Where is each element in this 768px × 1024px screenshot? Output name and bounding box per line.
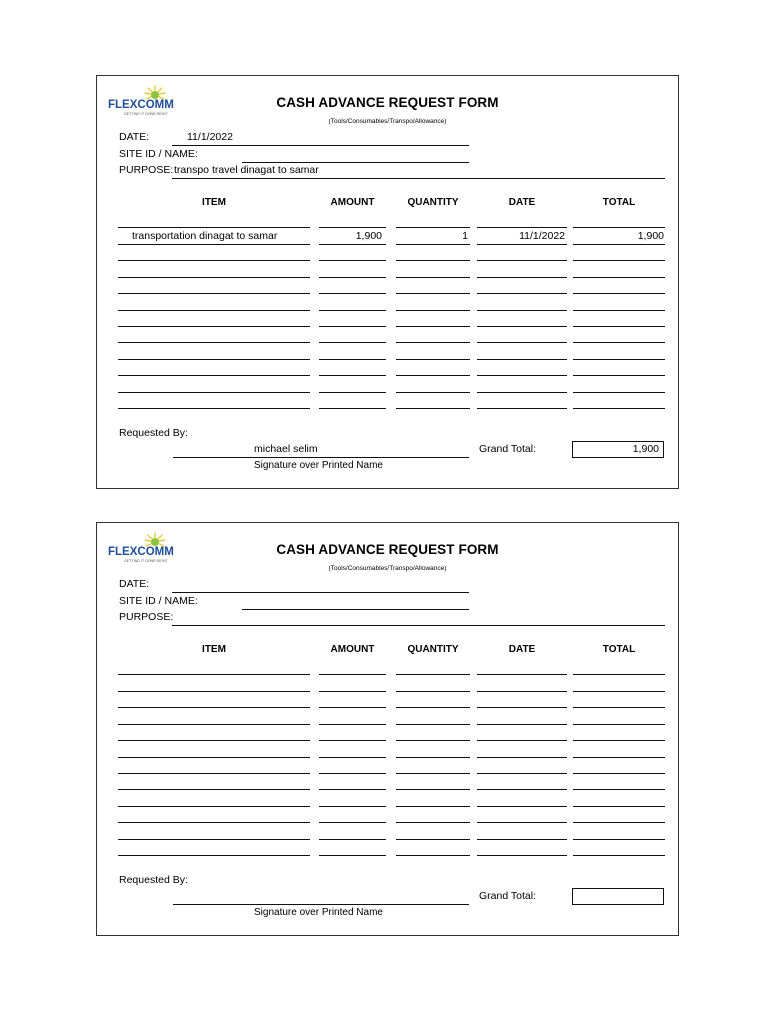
row-line: [118, 757, 310, 758]
row-line: [118, 724, 310, 725]
requested-by-label: Requested By:: [119, 427, 188, 439]
row-line: [573, 359, 665, 360]
row-line: [319, 375, 386, 376]
row-line: [319, 260, 386, 261]
row-line: [118, 822, 310, 823]
row-line: [573, 293, 665, 294]
row-line: [396, 392, 470, 393]
row-line: [477, 375, 567, 376]
requester-name[interactable]: michael selim: [254, 443, 318, 455]
row-line: [396, 375, 470, 376]
form-title: CASH ADVANCE REQUEST FORM: [276, 95, 499, 110]
row-line: [477, 789, 567, 790]
signature-line: [173, 904, 469, 905]
site-underline: [242, 609, 469, 610]
row-line: [118, 806, 310, 807]
row-line: [118, 244, 310, 245]
cash-advance-form-2: [96, 522, 679, 936]
row-line: [319, 707, 386, 708]
row-1-total[interactable]: 1,900: [637, 230, 664, 242]
row-line: [396, 260, 470, 261]
row-line: [118, 691, 310, 692]
row-line: [396, 757, 470, 758]
row-line: [573, 839, 665, 840]
row-line: [573, 757, 665, 758]
row-line: [319, 326, 386, 327]
row-line: [319, 408, 386, 409]
row-line: [396, 789, 470, 790]
row-line: [319, 310, 386, 311]
row-line: [477, 773, 567, 774]
row-line: [118, 293, 310, 294]
row-1-quantity[interactable]: 1: [462, 230, 468, 242]
row-line: [118, 707, 310, 708]
row-line: [118, 855, 310, 856]
row-line: [573, 855, 665, 856]
row-line: [396, 839, 470, 840]
purpose-label: PURPOSE:: [119, 164, 174, 176]
column-header-quantity: QUANTITY: [407, 644, 459, 655]
row-line: [396, 773, 470, 774]
row-line: [396, 342, 470, 343]
row-line: [319, 855, 386, 856]
row-line: [118, 740, 310, 741]
svg-text:FLEXCOMM: FLEXCOMM: [108, 546, 174, 558]
date-value[interactable]: 11/1/2022: [187, 131, 233, 143]
grand-total-box[interactable]: 1,900: [572, 441, 664, 458]
row-line: [477, 342, 567, 343]
row-line: [573, 806, 665, 807]
row-line: [573, 277, 665, 278]
row-line: [477, 740, 567, 741]
column-header-date: DATE: [508, 644, 536, 655]
row-1-item[interactable]: transportation dinagat to samar: [132, 230, 278, 242]
row-line: [573, 310, 665, 311]
row-line: [118, 375, 310, 376]
row-line: [477, 277, 567, 278]
row-line: [477, 359, 567, 360]
row-line: [396, 293, 470, 294]
row-line: [396, 691, 470, 692]
row-line: [319, 740, 386, 741]
svg-text:GETTING IT DONE RIGHT: GETTING IT DONE RIGHT: [124, 559, 168, 563]
row-line: [477, 691, 567, 692]
row-line: [118, 260, 310, 261]
row-line: [118, 773, 310, 774]
row-line: [118, 326, 310, 327]
row-line: [118, 359, 310, 360]
row-line: [396, 310, 470, 311]
row-line: [477, 707, 567, 708]
row-line: [573, 707, 665, 708]
row-line: [396, 277, 470, 278]
row-line: [319, 392, 386, 393]
form-subtitle: (Tools/Consumables/Transpo/Allowance): [328, 565, 447, 572]
row-line: [319, 359, 386, 360]
row-line: [118, 310, 310, 311]
row-line: [319, 244, 386, 245]
row-line: [573, 724, 665, 725]
row-line: [396, 740, 470, 741]
row-line: [396, 724, 470, 725]
row-line: [319, 773, 386, 774]
row-line: [319, 691, 386, 692]
svg-text:GETTING IT DONE RIGHT: GETTING IT DONE RIGHT: [124, 112, 168, 116]
column-header-item: ITEM: [202, 644, 226, 655]
row-1-amount[interactable]: 1,900: [355, 230, 382, 242]
row-line: [477, 674, 567, 675]
purpose-label: PURPOSE:: [119, 611, 174, 623]
row-line: [477, 822, 567, 823]
row-line: [573, 244, 665, 245]
row-line: [118, 789, 310, 790]
row-line: [477, 293, 567, 294]
row-line: [319, 806, 386, 807]
row-line: [118, 408, 310, 409]
row-line: [396, 359, 470, 360]
row-line: [573, 822, 665, 823]
site-underline: [242, 162, 469, 163]
column-header-amount: AMOUNT: [330, 197, 375, 208]
svg-text:FLEXCOMM: FLEXCOMM: [108, 99, 174, 111]
row-line: [573, 691, 665, 692]
row-line: [118, 392, 310, 393]
row-line: [319, 674, 386, 675]
row-line: [319, 724, 386, 725]
row-line: [319, 757, 386, 758]
row-line: [477, 227, 567, 228]
row-line: [319, 277, 386, 278]
date-underline: [172, 592, 469, 593]
row-line: [118, 342, 310, 343]
date-underline: [172, 145, 469, 146]
row-line: [477, 839, 567, 840]
cash-advance-form-1: [96, 75, 679, 489]
row-line: [396, 822, 470, 823]
row-line: [477, 408, 567, 409]
column-header-quantity: QUANTITY: [407, 197, 459, 208]
row-line: [573, 342, 665, 343]
grand-total-label: Grand Total:: [479, 443, 537, 455]
row-line: [319, 342, 386, 343]
date-label: DATE:: [119, 578, 150, 590]
signature-caption: Signature over Printed Name: [254, 460, 383, 471]
row-line: [573, 740, 665, 741]
row-line: [396, 707, 470, 708]
row-line: [477, 310, 567, 311]
row-line: [573, 260, 665, 261]
column-header-date: DATE: [508, 197, 536, 208]
row-line: [118, 277, 310, 278]
row-line: [118, 227, 310, 228]
column-header-total: TOTAL: [602, 644, 636, 655]
row-1-date[interactable]: 11/1/2022: [519, 230, 565, 242]
row-line: [573, 392, 665, 393]
row-line: [319, 789, 386, 790]
row-line: [319, 839, 386, 840]
column-header-total: TOTAL: [602, 197, 636, 208]
form-subtitle: (Tools/Consumables/Transpo/Allowance): [328, 118, 447, 125]
column-header-amount: AMOUNT: [330, 644, 375, 655]
form-title: CASH ADVANCE REQUEST FORM: [276, 542, 499, 557]
row-line: [319, 227, 386, 228]
row-line: [118, 674, 310, 675]
purpose-underline: [172, 625, 665, 626]
row-line: [573, 227, 665, 228]
requested-by-label: Requested By:: [119, 874, 188, 886]
row-line: [319, 822, 386, 823]
purpose-underline: [172, 178, 665, 179]
row-line: [477, 260, 567, 261]
date-label: DATE:: [119, 131, 150, 143]
purpose-value[interactable]: transpo travel dinagat to samar: [174, 164, 319, 176]
row-line: [118, 839, 310, 840]
row-line: [319, 293, 386, 294]
grand-total-box[interactable]: [572, 888, 664, 905]
row-line: [477, 244, 567, 245]
signature-line: [173, 457, 469, 458]
row-line: [573, 375, 665, 376]
row-line: [477, 724, 567, 725]
signature-caption: Signature over Printed Name: [254, 907, 383, 918]
row-line: [396, 244, 470, 245]
row-line: [396, 326, 470, 327]
column-header-item: ITEM: [202, 197, 226, 208]
row-line: [396, 674, 470, 675]
row-line: [573, 773, 665, 774]
row-line: [477, 806, 567, 807]
grand-total-label: Grand Total:: [479, 890, 537, 902]
row-line: [573, 408, 665, 409]
row-line: [573, 326, 665, 327]
row-line: [477, 757, 567, 758]
row-line: [573, 789, 665, 790]
row-line: [396, 806, 470, 807]
site-label: SITE ID / NAME:: [119, 595, 198, 607]
site-label: SITE ID / NAME:: [119, 148, 198, 160]
row-line: [477, 855, 567, 856]
row-line: [477, 392, 567, 393]
row-line: [396, 227, 470, 228]
row-line: [396, 408, 470, 409]
row-line: [477, 326, 567, 327]
row-line: [573, 674, 665, 675]
row-line: [396, 855, 470, 856]
